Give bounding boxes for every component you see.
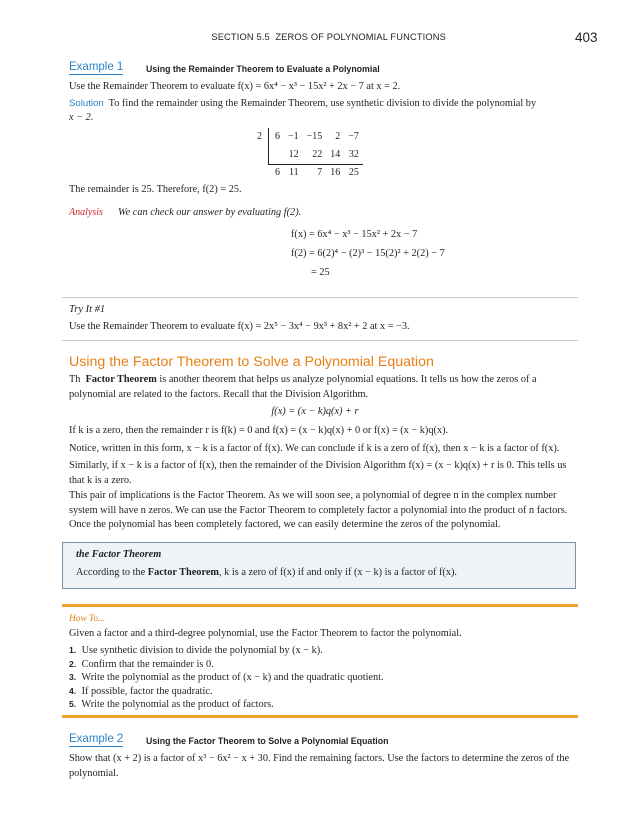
synthetic-cell: 25	[348, 167, 359, 179]
section-heading: Using the Factor Theorem to Solve a Polynomial Equation	[69, 354, 434, 370]
list-item: 2. Confirm that the remainder is 0.	[69, 658, 214, 670]
check-line-3: = 25	[311, 267, 330, 278]
howto-steps	[69, 644, 577, 712]
list-item: 3. Write the polynomial as the product of (x − k) and the quadratic quotient.	[69, 672, 384, 683]
howto-intro: Given a factor and a third-degree polynomial, use the Factor Theorem to factor the polynomial.	[69, 628, 462, 639]
synthetic-cell: 2	[335, 130, 341, 142]
solution-text: To find the remainder using the Remainder Theorem, use synthetic division to divide the polynomial by	[108, 98, 537, 109]
check-line-2: f(2) = 6(2)⁴ − (2)³ − 15(2)² + 2(2) − 7	[291, 248, 445, 259]
factor-paragraph-4: Similarly, if x − k is a factor of f(x), then the remainder of the Division Algorithm f(x) = (x − k)q(x) + r is 0. This tells us that k is a zero.	[69, 460, 567, 486]
list-item: 5. Write the polynomial as the product of factors.	[69, 699, 274, 710]
theorem-title: the Factor Theorem	[76, 549, 162, 560]
p1-term: Factor Theorem	[85, 374, 157, 385]
synthetic-cell: −1	[288, 130, 299, 142]
check-line-1: f(x) = 6x⁴ − x³ − 15x² + 2x − 7	[291, 229, 418, 240]
page-number: 403	[575, 30, 598, 45]
factor-paragraph-1	[69, 373, 577, 402]
tryit-label: Try It #1	[69, 304, 106, 315]
synthetic-cell: −7	[348, 130, 359, 142]
theorem-text	[76, 566, 566, 581]
divider	[62, 340, 578, 341]
example2-header	[69, 731, 123, 748]
synthetic-cell: 32	[344, 146, 363, 164]
synthetic-cell: 14	[326, 146, 344, 164]
theorem-box	[62, 542, 576, 589]
synthetic-divisor: 2	[253, 128, 269, 146]
synthetic-cell: 6	[275, 130, 280, 142]
divider	[62, 297, 578, 298]
factor-paragraph-3: Notice, written in this form, x − k is a factor of f(x). We can conclude if k is a zero of f(x), then x − k is a factor of f(x).	[69, 443, 560, 454]
howto-top-rule	[62, 604, 578, 607]
p1-start: Th	[69, 374, 81, 385]
analysis-label: Analysis	[69, 207, 103, 218]
synthetic-cell	[269, 146, 285, 164]
remainder-statement: The remainder is 25. Therefore, f(2) = 25.	[69, 184, 242, 195]
factor-paragraph-5: This pair of implications is the Factor Theorem. As we will soon see, a polynomial of degree n in the complex number system will have n zeros. We can use the Factor Theorem to completely factor a polynomial into the product of n factors. Once the polynomial has been completely factored, we can easily determine the zeros of the polynomial.	[69, 490, 568, 531]
example2-label: Example 2	[69, 733, 124, 745]
example1-header	[69, 59, 123, 76]
synthetic-cell: 6	[275, 167, 280, 179]
theorem-term: Factor Theorem	[147, 567, 219, 578]
solution-label: Solution	[69, 98, 104, 109]
header-section-number: SECTION 5.5	[211, 32, 270, 42]
example1-problem: Use the Remainder Theorem to evaluate f(x) = 6x⁴ − x³ − 15x² + 2x − 7 at x = 2.	[69, 81, 401, 92]
synthetic-cell: −15	[306, 130, 323, 142]
synthetic-cell: 12	[284, 146, 303, 164]
list-item: 1. Use synthetic division to divide the polynomial by (x − k).	[69, 645, 323, 656]
header-section-title: ZEROS OF POLYNOMIAL FUNCTIONS	[275, 32, 446, 42]
tryit-text: Use the Remainder Theorem to evaluate f(x) = 2x⁵ − 3x⁴ − 9x³ + 8x² + 2 at x = −3.	[69, 321, 410, 332]
p1-rest: is another theorem that helps us analyze polynomial equations. It tells us how the zeros of a polynomial are related to the factors. Recall that the Division Algorithm.	[69, 374, 537, 400]
synthetic-division	[253, 128, 363, 182]
division-algorithm-equation: f(x) = (x − k)q(x) + r	[271, 406, 359, 417]
example2-problem: Show that (x + 2) is a factor of x³ − 6x² − x + 30. Find the remaining factors. Use the factors to determine the zeros of the polynomial.	[69, 753, 570, 779]
theorem-text-rest: , k is a zero of f(x) if and only if (x − k) is a factor of f(x).	[219, 567, 457, 578]
analysis	[69, 206, 103, 221]
synthetic-cell: 22	[303, 146, 327, 164]
factor-paragraph-2: If k is a zero, then the remainder r is f(k) = 0 and f(x) = (x − k)q(x) + 0 or f(x) = (x − k)q(x).	[69, 425, 449, 436]
synthetic-cell: 11	[289, 167, 299, 179]
howto-bottom-rule	[62, 715, 578, 718]
list-item: 4. If possible, factor the quadratic.	[69, 685, 213, 697]
analysis-text: We can check our answer by evaluating f(2).	[118, 207, 302, 218]
solution-text-continued: x − 2.	[69, 112, 94, 123]
example1-label: Example 1	[69, 61, 124, 73]
example2-title: Using the Factor Theorem to Solve a Polynomial Equation	[146, 736, 389, 746]
howto-label: How To...	[69, 614, 106, 624]
synthetic-cell: 7	[317, 167, 323, 179]
synthetic-cell: 16	[330, 167, 341, 179]
theorem-text-start: According to the	[76, 567, 146, 578]
example1-title: Using the Remainder Theorem to Evaluate a Polynomial	[146, 64, 380, 74]
example1-solution	[69, 97, 577, 112]
running-header	[0, 31, 446, 44]
